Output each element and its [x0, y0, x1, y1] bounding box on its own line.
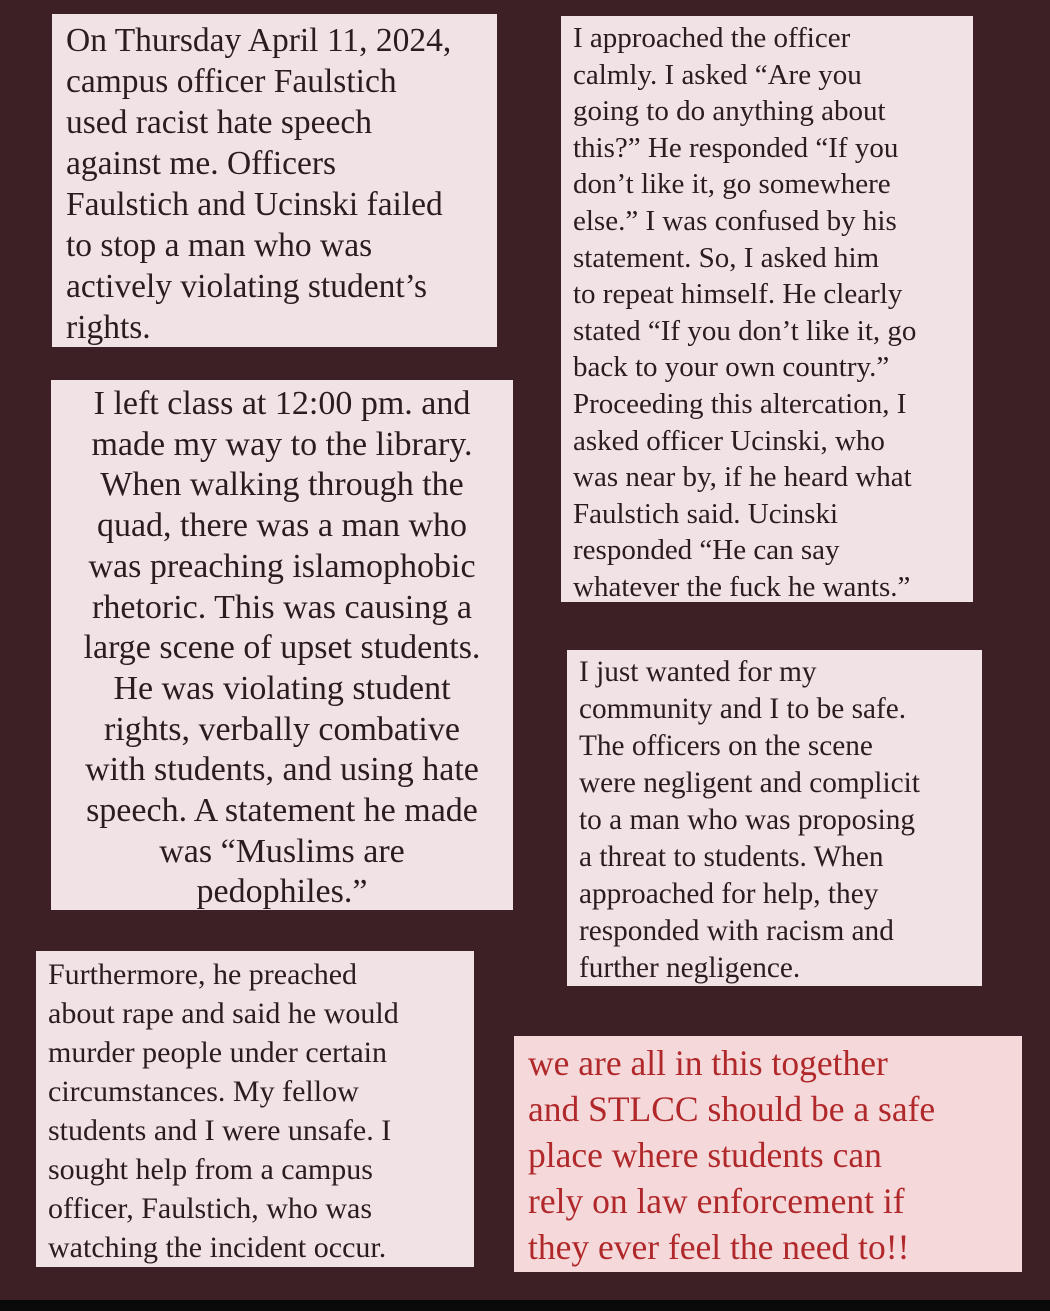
- text-line: used racist hate speech: [66, 104, 373, 141]
- statement-text: [57, 384, 507, 913]
- text-line: about rape and said he would: [48, 997, 399, 1030]
- text-line: place where students can: [528, 1135, 882, 1175]
- text-line: When walking through the: [100, 466, 464, 504]
- text-line: against me. Officers: [66, 145, 337, 182]
- text-line: to repeat himself. He clearly: [573, 278, 903, 311]
- text-line: responded with racism and: [579, 915, 894, 947]
- statement-text: [48, 955, 468, 1267]
- text-line: approached for help, they: [579, 878, 879, 910]
- statement-note-safety: [567, 650, 982, 986]
- statement-note-incident: [51, 380, 513, 910]
- text-line: He was violating student: [113, 669, 451, 707]
- text-line: sought help from a campus: [48, 1153, 373, 1186]
- statement-note-approach: [561, 16, 973, 602]
- text-line: Furthermore, he preached: [48, 958, 358, 991]
- text-line: quad, there was a man who: [96, 507, 468, 545]
- text-line: watching the incident occur.: [48, 1231, 387, 1264]
- closing-text: [528, 1040, 1016, 1270]
- text-line: Proceeding this altercation, I: [573, 387, 907, 420]
- text-line: community and I to be safe.: [579, 693, 907, 725]
- text-line: made my way to the library.: [91, 425, 473, 463]
- text-line: rights.: [66, 309, 151, 346]
- text-line: rely on law enforcement if: [528, 1181, 905, 1221]
- text-line: The officers on the scene: [579, 730, 873, 762]
- bottom-edge-bar: [0, 1300, 1050, 1311]
- text-line: actively violating student’s: [66, 268, 427, 305]
- text-line: asked officer Ucinski, who: [573, 424, 885, 457]
- text-line: a threat to students. When: [579, 841, 884, 873]
- text-line: I just wanted for my: [579, 656, 817, 688]
- text-line: we are all in this together: [528, 1043, 888, 1083]
- text-line: don’t like it, go somewhere: [573, 168, 891, 201]
- text-line: back to your own country.”: [573, 351, 890, 384]
- text-line: I approached the officer: [573, 22, 851, 54]
- text-line: rhetoric. This was causing a: [92, 588, 472, 626]
- text-line: was “Muslims are: [159, 832, 405, 870]
- statement-text: [66, 20, 487, 348]
- text-line: speech. A statement he made: [86, 792, 478, 830]
- text-line: murder people under certain: [48, 1036, 388, 1069]
- text-line: students and I were unsafe. I: [48, 1114, 392, 1147]
- text-line: circumstances. My fellow: [48, 1075, 359, 1108]
- text-line: this?” He responded “If you: [573, 131, 899, 164]
- text-line: further negligence.: [579, 952, 801, 984]
- text-line: going to do anything about: [573, 95, 886, 128]
- text-line: with students, and using hate: [85, 751, 479, 789]
- text-line: Faulstich said. Ucinski: [573, 497, 839, 530]
- text-line: Faulstich and Ucinski failed: [66, 186, 443, 223]
- text-line: campus officer Faulstich: [66, 63, 397, 100]
- statement-note-intro: [52, 14, 497, 347]
- text-line: large scene of upset students.: [83, 629, 481, 667]
- text-line: else.” I was confused by his: [573, 204, 897, 237]
- text-line: whatever the fuck he wants.”: [573, 570, 911, 603]
- text-line: was preaching islamophobic: [88, 547, 476, 585]
- statement-note-threats: [36, 951, 474, 1267]
- text-line: pedophiles.”: [196, 873, 368, 911]
- text-line: to a man who was proposing: [579, 804, 916, 836]
- text-line: rights, verbally combative: [104, 710, 460, 748]
- text-line: On Thursday April 11, 2024,: [66, 22, 452, 59]
- text-line: statement. So, I asked him: [573, 241, 880, 274]
- text-line: to stop a man who was: [66, 227, 373, 264]
- text-line: stated “If you don’t like it, go: [573, 314, 917, 347]
- closing-highlight-note: [514, 1036, 1022, 1272]
- statement-text: [573, 20, 967, 606]
- text-line: I left class at 12:00 pm. and: [93, 385, 471, 422]
- text-line: and STLCC should be a safe: [528, 1089, 936, 1129]
- text-line: calmly. I asked “Are you: [573, 58, 862, 91]
- statement-text: [579, 654, 976, 987]
- text-line: officer, Faulstich, who was: [48, 1192, 373, 1225]
- text-line: was near by, if he heard what: [573, 461, 912, 494]
- text-line: they ever feel the need to!!: [528, 1227, 910, 1267]
- text-line: were negligent and complicit: [579, 767, 920, 799]
- text-line: responded “He can say: [573, 534, 840, 567]
